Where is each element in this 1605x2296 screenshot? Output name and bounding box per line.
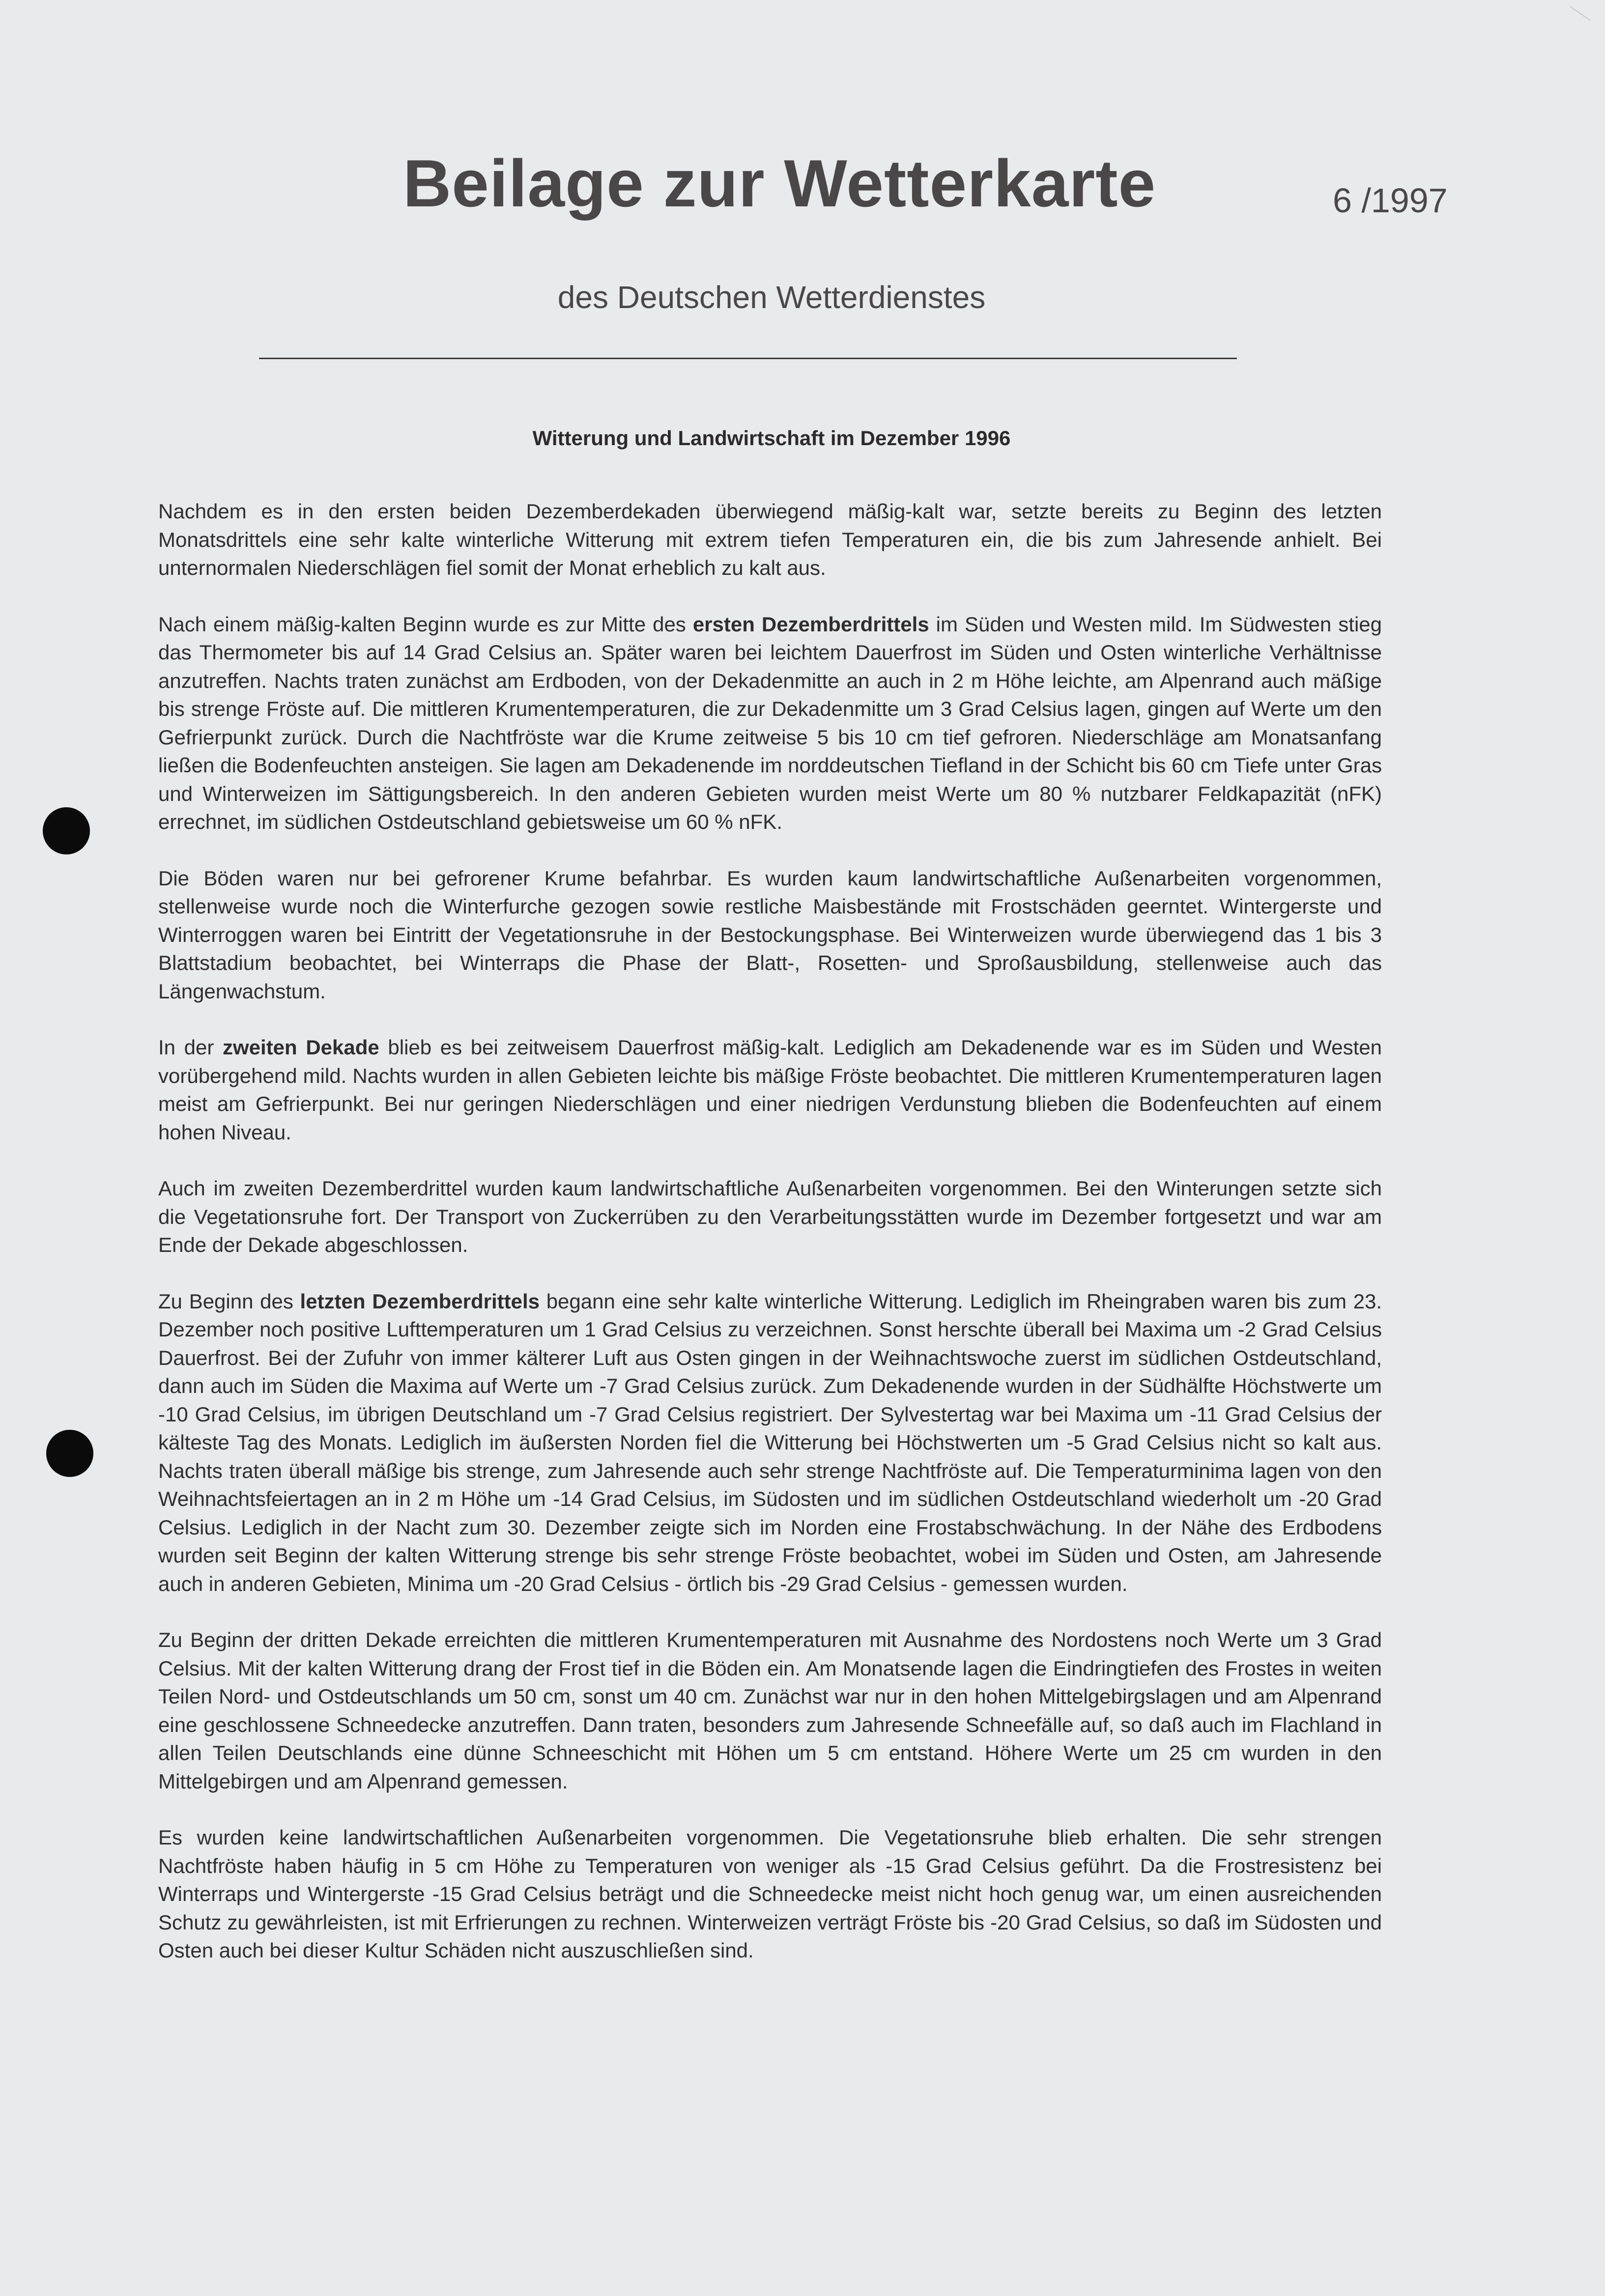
paragraph-soil-frost: Zu Beginn der dritten Dekade erreichten die mittleren Krumentemperaturen mit Ausnahme des Nordostens noch Werte um 3 Grad Celsius. Mit der kalten Witterung drang der Frost tief in die Böden ein. Am Monatsende lagen die Eindringtiefen des Frostes in weiten Teilen Nord- und Ostdeutschlands um 50 cm, sonst um 40 cm. Zunächst war nur in den hohen Mittelgebirgslagen und am Alpenrand eine geschlossene Schneedecke anzutreffen. Dann traten, besonders zum Jahresende Schneefälle auf, so daß auch im Flachland in allen Teilen Deutschlands eine dünne Schneeschicht mit Höhen um 5 cm entstand. Höhere Werte um 25 cm wurden in den Mittelgebirgen und am Alpenrand gemessen. <box>158 1628 1382 1793</box>
issue-number: 6 /1997 <box>1333 181 1448 220</box>
paragraph-first-decade <box>158 610 1382 836</box>
paragraph-field-work: Auch im zweiten Dezemberdrittel wurden kaum landwirtschaftliche Außenarbeiten vorgenommen. Bei den Winterungen setzte sich die Vegetationsruhe fort. Der Transport von Zuckerrüben zu den Verarbeitungsstätten wurde im Dezember fortgesetzt und war am Ende der Dekade abgeschlossen. <box>158 1177 1382 1256</box>
paragraph-text: Zu Beginn des <box>158 1289 300 1313</box>
paragraph-soils: Die Böden waren nur bei gefrorener Krume befahrbar. Es wurden kaum landwirtschaftliche Außenarbeiten vorgenommen, stellenweise wurde noch die Winterfurche gezogen sowie restliche Maisbestände mit Frostschäden geerntet. Wintergerste und Winterroggen waren bei Eintritt der Vegetationsruhe in der Bestockungsphase. Bei Winterweizen wurde überwiegend das 1 bis 3 Blattstadium beobachtet, bei Winterraps die Phase der Blatt-, Rosetten- und Sproßausbildung, stellenweise auch das Längenwachstum. <box>158 866 1382 1003</box>
punch-hole <box>46 1430 93 1477</box>
paragraph-text: In der <box>158 1036 223 1059</box>
paragraph-intro: Nachdem es in den ersten beiden Dezemberdekaden überwiegend mäßig-kalt war, setzte bereits zu Beginn des letzten Monatsdrittels eine sehr kalte winterliche Witterung mit extrem tiefen Temperaturen ein, die bis zum Jahresende anhielt. Bei unternormalen Niederschlägen fiel somit der Monat erheblich zu kalt aus. <box>158 500 1382 579</box>
paragraph-text: Nach einem mäßig-kalten Beginn wurde es zur Mitte des <box>158 612 693 636</box>
paragraph-text: begann eine sehr kalte winterliche Witterung. Lediglich im Rheingraben waren bis zum 23. Dezember noch positive Lufttemperaturen um 1 Grad Celsius zu verzeichnen. Sonst herschte überall bei Maxima um -2 Grad Celsius Dauerfrost. Bei der Zufuhr von immer kälterer Luft aus Osten gingen in der Weihnachtswoche zuerst im südlichen Ostdeutschland, dann auch im Süden die Maxima auf Werte um -7 Grad Celsius zurück. Zum Dekadenende wurden in der Südhälfte Höchstwerte um -10 Grad Celsius, im übrigen Deutschland um -7 Grad Celsius registriert. Der Sylvestertag war bei Maxima um -11 Grad Celsius der kälteste Tag des Monats. Lediglich im äußersten Norden fiel die Witterung bei Höchstwerten um -5 Grad Celsius nicht so kalt aus. Nachts traten überall mäßige bis strenge, zum Jahresende auch sehr strenge Nachtfröste auf. Die Temperaturminima lagen von den Weihnachtsfeiertagen an in 2 m Höhe um -14 Grad Celsius, im Südosten und im südlichen Ostdeutschland wiederholt um -20 Grad Celsius. Lediglich in der Nacht zum 30. Dezember zeigte sich im Norden eine Frostabschwächung. In der Nähe des Erdbodens wurden seit Beginn der kalten Witterung strenge bis sehr strenge Fröste beobachtet, wobei im Süden und Osten, am Jahresende auch in anderen Gebieten, Minima um -20 Grad Celsius - örtlich bis -29 Grad Celsius - gemessen wurden. <box>158 1289 1382 1595</box>
emphasis-first-decade: ersten Dezemberdrittels <box>692 612 929 636</box>
paragraph-text: im Süden und Westen mild. Im Südwesten stieg das Thermometer bis auf 14 Grad Celsius an. Später waren bei leichtem Dauerfrost im Süden und Osten winterliche Verhältnisse anzutreffen. Nachts traten zunächst am Erdboden, von der Dekadenmitte an auch in 2 m Höhe leichte, am Alpenrand auch mäßige bis strenge Fröste auf. Die mittleren Krumentemperaturen, die zur Dekadenmitte um 3 Grad Celsius lagen, gingen auf Werte um den Gefrierpunkt zurück. Durch die Nachtfröste war die Krume zeitweise 5 bis 10 cm tief gefroren. Niederschläge am Monatsanfang ließen die Bodenfeuchten ansteigen. Sie lagen am Dekadenende im norddeutschen Tiefland in der Schicht bis 60 cm Tiefe unter Gras und Winterweizen im Sättigungsbereich. In den anderen Gebieten wurden meist Werte um 80 % nutzbarer Feldkapazität (nFK) errechnet, im südlichen Ostdeutschland gebietsweise um 60 % nFK. <box>158 612 1382 833</box>
page-title: Beilage zur Wetterkarte <box>403 146 1156 221</box>
article-body <box>158 497 1382 1993</box>
emphasis-last-decade: letzten Dezemberdrittels <box>300 1289 540 1313</box>
paragraph-text: blieb es bei zeitweisem Dauerfrost mäßig-kalt. Lediglich am Dekadenende war es im Süden und Westen vorübergehend mild. Nachts wurden in allen Gebieten leichte bis mäßige Fröste beobachtet. Die mittleren Krumentemperaturen lagen meist am Gefrierpunkt. Bei nur geringen Niederschlägen und einer niedrigen Verdunstung blieben die Bodenfeuchten auf einem hohen Niveau. <box>158 1036 1382 1144</box>
emphasis-second-decade: zweiten Dekade <box>223 1036 379 1059</box>
punch-hole <box>43 807 90 854</box>
paragraph-third-decade <box>158 1287 1382 1598</box>
paragraph-second-decade <box>158 1033 1382 1146</box>
paragraph-crop-damage: Es wurden keine landwirtschaftlichen Außenarbeiten vorgenommen. Die Vegetationsruhe blieb erhalten. Die sehr strengen Nachtfröste haben häufig in 5 cm Höhe zu Temperaturen von weniger als -15 Grad Celsius geführt. Da die Frostresistenz bei Winterraps und Wintergerste -15 Grad Celsius beträgt und die Schneedecke meist nicht hoch genug war, um einen ausreichenden Schutz zu gewährleisten, ist mit Erfrierungen zu rechnen. Winterweizen verträgt Fröste bis -20 Grad Celsius, so daß im Südosten und Osten auch bei dieser Kultur Schäden nicht auszuschließen sind. <box>158 1826 1382 1962</box>
corner-mark <box>1570 6 1590 21</box>
article-heading: Witterung und Landwirtschaft im Dezember 1996 <box>532 426 1011 450</box>
page-subtitle: des Deutschen Wetterdienstes <box>557 280 986 315</box>
header-divider <box>259 358 1237 359</box>
